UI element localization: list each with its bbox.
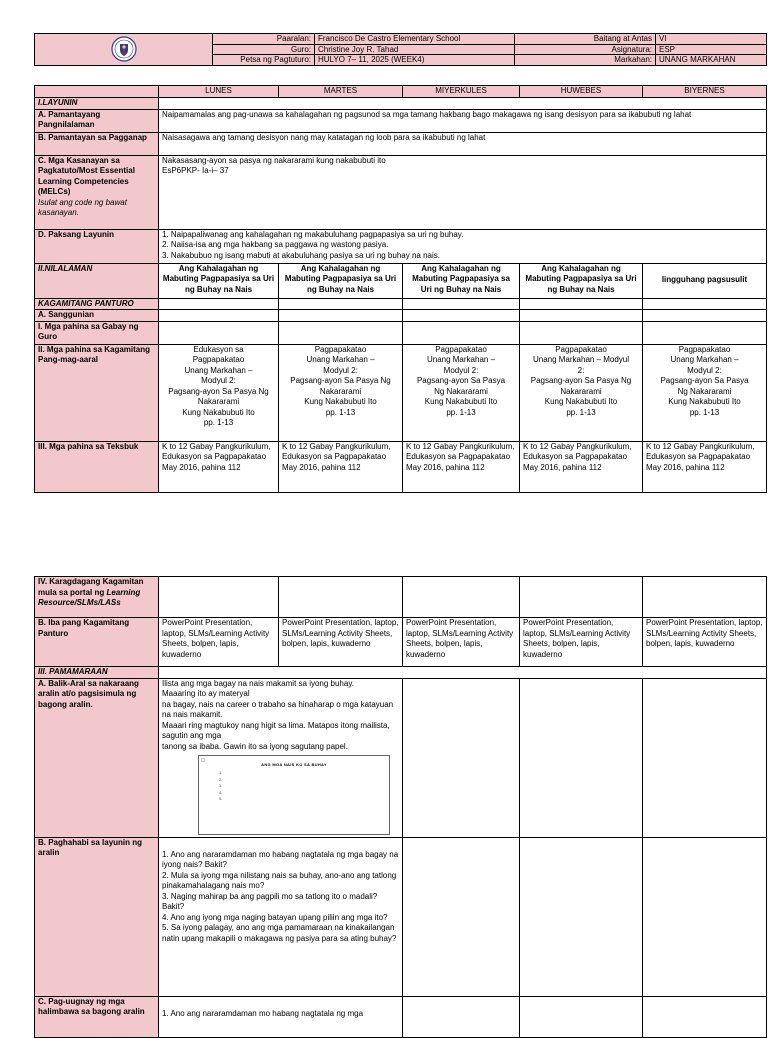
paghahabi-huwebes [520,837,643,996]
lesson-table-2 [34,576,767,1038]
baitang-value: VI [656,34,767,45]
kagamitang-martes: Pagpapakatao Unang Markahan – Modyul 2: Pagsang-ayon Sa Pasya Ng Nakararami Kung Nakabubuti Ito pp. 1-13 [279,344,403,441]
markahan-value: UNANG MARKAHAN [656,55,767,66]
melc-label: C. Mga Kasanayan sa Pagkatuto/Most Essential Learning Competencies (MELCs) [38,155,135,196]
kagamitan-empty-3 [403,298,520,310]
paghahabi-label: B. Paghahabi sa layunin ng aralin [35,837,159,996]
paghahabi-biyernes [643,837,767,996]
kagamitang-biyernes: Pagpapakatao Unang Markahan – Modyul 2: Pagsang-ayon Sa Pasya Ng Nakararami Kung Nakabubuti Ito pp. 1-13 [643,344,767,441]
nilalaman-lunes: Ang Kahalagahan ng Mabuting Pagpapasiya sa Uri ng Buhay na Nais [159,263,279,298]
balik-aral-text: Ilista ang mga bagay na nais makamit sa iyong buhay. Maaaring ito ay materyal na bagay, nais na career o trabaho sa hinaharap o mga katayuan na nais makamit. Maaari ring magtukoy nang higit sa lima. Matapos itong mailista, sagutin ang mga tanong sa ibaba. Gawin ito sa iyong sagutang papel. [162,678,394,751]
baitang-label: Baitang at Antas [515,34,656,45]
teksbuk-huwebes: K to 12 Gabay Pangkurikulum, Edukasyon sa Pagpapakatao May 2016, pahina 112 [520,441,643,492]
kagamitang-lunes: Edukasyon sa Pagpapakatao Unang Markahan – Modyul 2: Pagsang-ayon Sa Pasya Ng Nakararami Kung Nakabubuti Ito pp. 1-13 [159,344,279,441]
karagdagang-empty-4 [520,577,643,618]
teksbuk-row [35,441,767,492]
paksang-layunin-label: D. Paksang Layunin [35,229,159,263]
markahan-label: Markahan: [515,55,656,66]
balik-aral-biyernes [643,678,767,837]
day-lunes: LUNES [159,86,279,98]
deped-seal-icon [111,36,137,62]
melc-label-cell [35,155,159,229]
melc-text: Nakasasang-ayon sa pasya ng nakararami kung nakabubuti ito EsP6PKP- Ia-i– 37 [159,155,767,229]
nilalaman-section: II.NILALAMAN [35,263,159,298]
pag-uugnay-biyernes [643,996,767,1037]
petsa-value: HULYO 7– 11, 2025 (WEEK4) [315,55,515,66]
kagamitang-miyerkules: Pagpapakatao Unang Markahan – Modyul 2: Pagsang-ayon Sa Pasya Ng Nakararami Kung Nakabubuti Ito pp. 1-13 [403,344,520,441]
kagamitan-empty-5 [643,298,767,310]
sanggunian-empty-5 [643,310,767,322]
iba-pang-kagamitan-row [35,618,767,667]
layunin-empty [159,98,767,110]
deped-logo-cell [35,34,213,66]
karagdagang-empty-1 [159,577,279,618]
nilalaman-row [35,263,767,298]
paaralan-value: Francisco De Castro Elementary School [315,34,515,45]
worksheet-image [198,755,390,835]
paksang-layunin-text: 1. Naipapaliwanag ang kahalagahan ng makabuluhang pagpapasiya sa uri ng buhay. 2. Naiisa-isa ang mga hakbang sa paggawa ng wastong pasiya. 3. Nakabubuo ng isang mabuti at akabuluhang pasiya sa uri ng buhay na nais. [159,229,767,263]
pag-uugnay-miyerkules [403,996,520,1037]
sanggunian-empty-1 [159,310,279,322]
pamantayang-pangnilalaman-label: A. Pamantayang Pangnilalaman [35,109,159,132]
worksheet-item: 4. [219,789,223,795]
day-martes: MARTES [279,86,403,98]
gabay-guro-empty-2 [279,321,403,344]
petsa-label: Petsa ng Pagtuturo: [213,55,315,66]
days-header-row [35,86,767,98]
teksbuk-miyerkules: K to 12 Gabay Pangkurikulum, Edukasyon sa Pagpapakatao May 2016, pahina 112 [403,441,520,492]
pamantayan-pagganap-label: B. Pamantayan sa Pagganap [35,132,159,155]
kagamitang-huwebes: Pagpapakatao Unang Markahan – Modyul 2: Pagsang-ayon Sa Pasya Ng Nakararami Kung Nakabubuti Ito pp. 1-13 [520,344,643,441]
paghahabi-row [35,837,767,996]
kagamitang-mag-aaral-row [35,344,767,441]
iba-pang-biyernes: PowerPoint Presentation, laptop, SLMs/Learning Activity Sheets, bolpen, lapis, kuwaderno [643,618,767,667]
sanggunian-empty-2 [279,310,403,322]
worksheet-corner-mark: ☐ [201,758,206,764]
paghahabi-miyerkules [403,837,520,996]
pamamaraan-section: III. PAMAMARAAN [35,667,159,679]
worksheet-item: 1. [219,770,223,775]
teksbuk-martes: K to 12 Gabay Pangkurikulum, Edukasyon sa Pagpapakatao May 2016, pahina 112 [279,441,403,492]
day-huwebes: HUWEBES [520,86,643,98]
guro-label: Guro: [213,44,315,55]
kagamitan-empty-4 [520,298,643,310]
sanggunian-empty-4 [520,310,643,322]
balik-aral-huwebes [520,678,643,837]
paaralan-label: Paaralan: [213,34,315,45]
kagamitan-section: KAGAMITANG PANTURO [35,298,159,310]
worksheet-list [219,770,222,803]
melc-note: Isulat ang code ng bawat kasanayan. [38,197,127,217]
sanggunian-label: A. Sanggunian [35,310,159,322]
karagdagang-kagamitan-label-cell [35,577,159,618]
karagdagang-kagamitan-italic: Learning Resource/SLMs/LASs [38,587,141,607]
iba-pang-kagamitan-label: B. Iba pang Kagamitang Panturo [35,618,159,667]
corner-cell [35,86,159,98]
balik-aral-miyerkules [403,678,520,837]
pag-uugnay-row [35,996,767,1037]
karagdagang-empty-5 [643,577,767,618]
karagdagang-kagamitan-row [35,577,767,618]
gabay-guro-empty-5 [643,321,767,344]
nilalaman-huwebes: Ang Kahalagahan ng Mabuting Pagpapasiya sa Uri ng Buhay na Nais [520,263,643,298]
layunin-section: I.LAYUNIN [35,98,159,110]
header-table [34,33,767,66]
gabay-guro-label: I. Mga pahina sa Gabay ng Guro [35,321,159,344]
karagdagang-empty-3 [403,577,520,618]
teksbuk-lunes: K to 12 Gabay Pangkurikulum, Edukasyon sa Pagpapakatao May 2016, pahina 112 [159,441,279,492]
worksheet-item: 3. [219,783,223,788]
day-biyernes: BIYERNES [643,86,767,98]
kagamitan-empty-1 [159,298,279,310]
worksheet-title: ANG MGA NAIS KO SA BUHAY [261,762,327,767]
nilalaman-miyerkules: Ang Kahalagahan ng Mabuting Pagpapasiya sa Uri ng Buhay na Nais [403,263,520,298]
pag-uugnay-text: 1. Ano ang nararamdaman mo habang nagtatala ng mga [159,996,403,1037]
iba-pang-huwebes: PowerPoint Presentation, laptop, SLMs/Learning Activity Sheets, bolpen, lapis, kuwaderno [520,618,643,667]
nilalaman-martes: Ang Kahalagahan ng Mabuting Pagpapasiya sa Uri ng Buhay na Nais [279,263,403,298]
lesson-table-1 [34,85,767,493]
pamantayan-pagganap-text: Naisasagawa ang tamang desisyon nang may katatagan ng loob para sa ikabubuti ng lahat [159,132,767,155]
iba-pang-martes: PowerPoint Presentation, laptop, SLMs/Learning Activity Sheets, bolpen, lapis, kuwaderno [279,618,403,667]
karagdagang-kagamitan-label: IV. Karagdagang Kagamitan mula sa portal ng [38,577,144,597]
worksheet-item: 2. [219,776,223,782]
sanggunian-empty-3 [403,310,520,322]
guro-value: Christine Joy R. Tahad [315,44,515,55]
teksbuk-biyernes: K to 12 Gabay Pangkurikulum, Edukasyon sa Pagpapakatao May 2016, pahina 112 [643,441,767,492]
pag-uugnay-label: C. Pag-uugnay ng mga halimbawa sa bagong aralin [35,996,159,1037]
balik-aral-row [35,678,767,837]
pag-uugnay-huwebes [520,996,643,1037]
teksbuk-label: III. Mga pahina sa Teksbuk [35,441,159,492]
balik-aral-label: A. Balik-Aral sa nakaraang aralin at/o pagsisimula ng bagong aralin. [35,678,159,837]
pamamaraan-empty [159,667,767,679]
karagdagang-empty-2 [279,577,403,618]
kagamitang-mag-aaral-label: II. Mga pahina sa Kagamitang Pang-mag-aaral [35,344,159,441]
paghahabi-text: 1. Ano ang nararamdaman mo habang nagtatala ng mga bagay na iyong nais? Bakit? 2. Mula sa iyong mga nilistang nais sa buhay, ano-ano ang tatlong pinakamahalagang nais mo? 3. Naging mahirap ba ang pagpili mo sa tatlong ito o madali? Bakit? 4. Ano ang iyong mga naging batayan upang piliin ang mga ito? 5. Sa iyong palagay, ano ang mga pamamaraan na kinakailangan natin upang makapili o makagawa ng pasiya para sa ating buhay? [159,837,403,996]
asignatura-value: ESP [656,44,767,55]
asignatura-label: Asignatura: [515,44,656,55]
iba-pang-lunes: PowerPoint Presentation, laptop, SLMs/Learning Activity Sheets, bolpen, lapis, kuwaderno [159,618,279,667]
balik-aral-cell [159,678,403,837]
gabay-guro-empty-4 [520,321,643,344]
gabay-guro-empty-1 [159,321,279,344]
iba-pang-miyerkules: PowerPoint Presentation, laptop, SLMs/Learning Activity Sheets, bolpen, lapis, kuwaderno [403,618,520,667]
day-miyerkules: MIYERKULES [403,86,520,98]
gabay-guro-empty-3 [403,321,520,344]
kagamitan-empty-2 [279,298,403,310]
worksheet-item: 5. [219,796,223,801]
nilalaman-biyernes: lingguhang pagsusulit [643,263,767,298]
pamantayang-pangnilalaman-text: Naipamamalas ang pag-unawa sa kahalagahan ng pagsunod sa mga tamang hakbang bago makagawa ng isang desisyon para sa ikabubuti ng lahat [159,109,767,132]
